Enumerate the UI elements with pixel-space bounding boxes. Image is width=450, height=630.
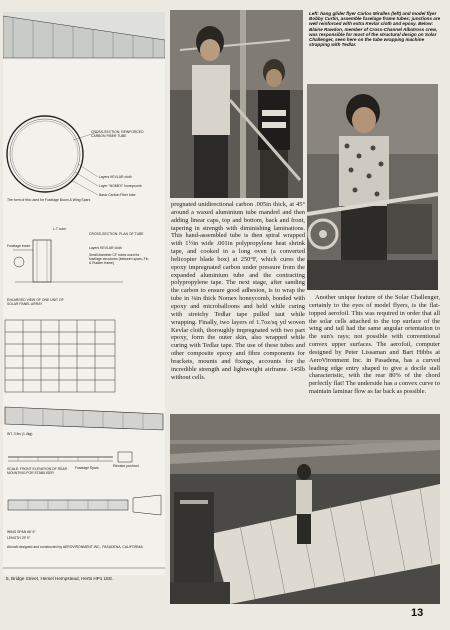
paragraph-right: Another unique feature of the Solar Challenger, certainly to the eyes of model flyers, is the flat-topped aerofoil. This was required in order that all the solar cells attached to the top surface of the wing and tail had the same angular orientation to the sun's rays; not possible with conventional convex upper surfaces. The aerofoil, computer designed by Peter Lissaman and Bart Hibbs at AeroVironment Inc. in Pasadena, has a curved leading edge entry shaped to give a docile stall characteristic, with the rear 80% of the chord perfectly flat! The underside has a convex curve to maintain laminar flow as far back as possible. xyxy=(309,294,440,396)
paragraph-middle: pregnated unidirectional carbon .005in thick, at 45° around a waxed aluminium tube mandrel and then adding linear caps, top and bottom, back and front, tapering in strength with diminishing laminations. This hand-assembled tube is then spiral wrapped with 1½in wide .001in polypropylene heat shrink tape, and cooked in a long oven (a converted helicopter blade box) at 250°F, which cures the epoxy impregnated carbon under pressure from the expanded aluminium tube and the contracting polypropylene tape. The next stage, after sanding the carbon to ensure good adhesion, is to wrap the tube in ⅛in thick Nomex honeycomb, bonded with epoxy and microballoons and held while curing with stretchy Tedlar tape pulled taut while wrapping. Finally, two layers of 1.7oz/sq yd woven Kevlar cloth, thoroughly impregnated with two part epoxy, form the outer skin, also wrapped while curing with Tedlar tape. The use of these tubes and other composite epoxy and fibre components for brackets, mounts and fixings, accounts for the incredible strength and lightweight airframe. 145lb without cells. xyxy=(171,201,305,381)
label-cross-section-plan: CROSS-SECTION: PLAN OF TUBE xyxy=(89,232,144,236)
label-lt-tube: L.T. tube xyxy=(53,227,67,231)
label-kevlar-note: Layers KEVLAR cloth xyxy=(89,246,122,250)
label-cross-section-tube: CROSS-SECTION: REINFORCED CARBON FIBER TUBE xyxy=(91,130,144,138)
label-fuselage-boom: Fuselage boom xyxy=(7,244,31,248)
label-enlarged-view: ENLARGED VIEW OF ONE UNIT OF SOLAR PANEL ARRAY xyxy=(7,298,64,306)
label-front-elevation: SCALE: FRONT ELEVATION OF REAR MOUNTING FOR STABILISER xyxy=(7,467,68,475)
label-tube-note: The form of ribs used for Fuselage Boom & Wing Spars xyxy=(7,198,91,202)
label-scale-note: WT. 3 lbs (1.4kg) xyxy=(7,432,33,436)
photo-fuselage-assembly xyxy=(170,10,303,198)
article-text-right xyxy=(309,294,440,396)
photo-workshop-wing xyxy=(170,414,440,604)
label-fuselage-spars: Fuselage Spars xyxy=(75,466,99,470)
label-layer-carbon: Basic Carbon Fiber tube xyxy=(99,193,136,197)
label-wing-span: WING SPAN 68' 6" xyxy=(7,530,36,534)
label-elevator-pushrod: Elevator pushrod xyxy=(113,464,139,468)
photo-tube-wrapping xyxy=(307,84,438,290)
technical-drawing xyxy=(3,12,165,575)
label-small-diameter: Small diameter CF tubes used for fuselage structures (between spars, Fin & Rudder frame) xyxy=(89,253,149,265)
article-text-middle xyxy=(171,201,305,381)
blueprint-lines xyxy=(3,12,165,575)
page-number: 13 xyxy=(411,607,424,619)
label-layer-kevlar: Layers KEVLAR cloth xyxy=(99,175,132,179)
label-drawing-credit: Aircraft designed and constructed by AEROVIRONMENT INC., PASADENA, CALIFORNIA xyxy=(7,545,143,549)
label-layer-nomex: Layer "NOMEX" honeycomb xyxy=(99,184,142,188)
caption-top: Left: hang glider flyer Carlos Miralles (left) and model flyer Bobby Curtin, assemble fuselage frame tubes; junctions are well reinforced with extra Kevlar cloth and epoxy. Below: Blaine Rawdon, member of Cross-Channel Albatross crew, was responsible for most of the structural design on Solar Challenger, seen here on the tube wrapping machine strapping with Tedlar. xyxy=(309,11,441,48)
label-length: LENGTH 29' 9" xyxy=(7,536,31,540)
address-credit: 5, Bridge Street, Hemel Hempstead, Herts HP1 1EE. xyxy=(6,576,114,581)
